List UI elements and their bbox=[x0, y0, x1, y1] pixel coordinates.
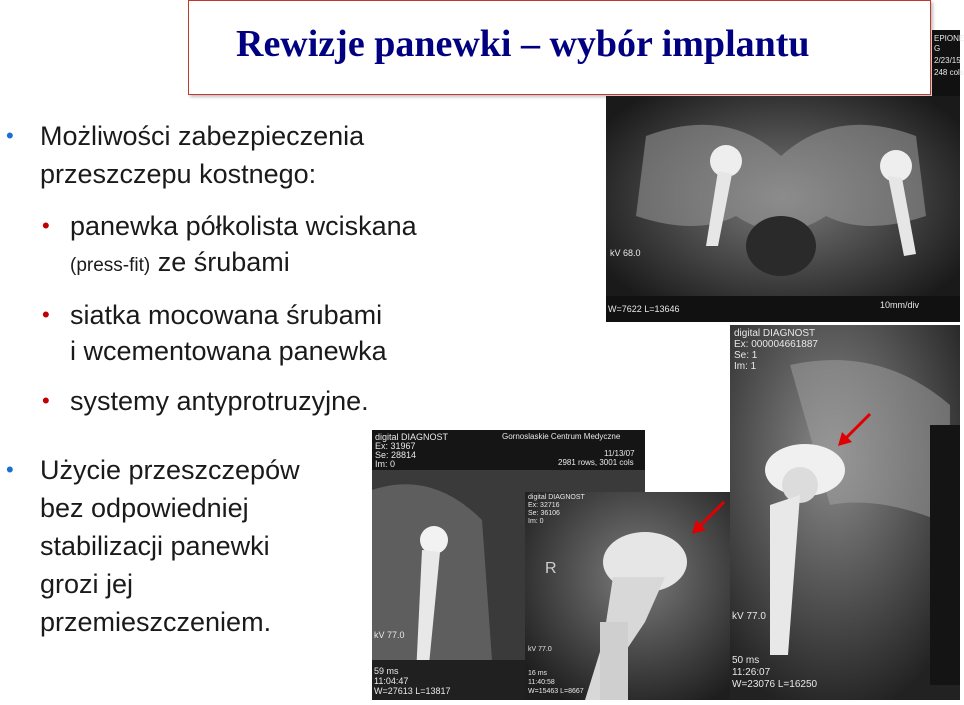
xray-header-line: Im: 0 bbox=[528, 518, 544, 525]
xray-right-image bbox=[730, 325, 960, 700]
text-line: przemieszczeniem. bbox=[40, 607, 272, 637]
xray-window-level: W=7622 L=13646 bbox=[608, 304, 680, 314]
xray-footer-line: 11:04:47 bbox=[374, 676, 409, 686]
xray-kv: kV 77.0 bbox=[374, 630, 405, 640]
text-line: siatka mocowana śrubami bbox=[70, 300, 383, 330]
xray-header-line: Se: 28814 bbox=[375, 450, 417, 460]
text-line: bez odpowiedniej bbox=[40, 493, 249, 523]
bullet-protection bbox=[6, 117, 365, 193]
xray-footer-line: 11:26:07 bbox=[732, 667, 771, 678]
text-line: panewka półkolista wciskana bbox=[70, 211, 417, 241]
xray-header-line: digital DIAGNOST bbox=[375, 432, 449, 442]
xray-header-line: digital DIAGNOST bbox=[734, 328, 816, 339]
sub-bullet-mesh bbox=[42, 297, 387, 369]
xray-corner-info bbox=[932, 30, 964, 96]
xray-header-line: Se: 36106 bbox=[528, 510, 560, 517]
hip-xray-graphic bbox=[730, 325, 960, 700]
xray-header-line: Ex: 32716 bbox=[528, 502, 560, 509]
xray-footer-line: 50 ms bbox=[732, 655, 760, 666]
red-arrow-icon bbox=[690, 498, 730, 538]
xray-pelvis-image bbox=[606, 96, 960, 322]
xray-header-line: Ex: 000004661887 bbox=[734, 339, 818, 350]
bullet-dot: • bbox=[42, 213, 50, 238]
sub-bullet-antiprotrusio bbox=[42, 383, 369, 419]
text-line: i wcementowana panewka bbox=[70, 336, 387, 366]
xray-footer-line: 11:40:58 bbox=[528, 679, 555, 686]
bullet-dot: • bbox=[6, 457, 14, 482]
pelvis-xray-graphic bbox=[606, 96, 960, 322]
bullet-grafts bbox=[6, 451, 300, 641]
xray-corner-line: 248 cols bbox=[934, 68, 964, 77]
xray-kv: kV 77.0 bbox=[528, 646, 552, 653]
text-rest: ze śrubami bbox=[150, 247, 290, 277]
xray-corner-line: G bbox=[934, 44, 941, 53]
xray-date: 11/13/07 bbox=[604, 449, 635, 458]
xray-header-line: Im: 0 bbox=[375, 459, 396, 469]
sub-bullet-press-fit bbox=[42, 208, 417, 284]
xray-footer-line: 59 ms bbox=[374, 666, 399, 676]
xray-footer-line: W=27613 L=13817 bbox=[374, 686, 451, 696]
text-line: systemy antyprotruzyjne. bbox=[70, 386, 369, 416]
xray-header-line: Ex: 31967 bbox=[375, 441, 416, 451]
text-line: Możliwości zabezpieczenia bbox=[40, 121, 365, 151]
xray-footer-line: W=15463 L=8667 bbox=[528, 688, 584, 695]
xray-corner-line: 2/23/15 bbox=[934, 56, 961, 65]
xray-scale-label: 10mm/div bbox=[880, 300, 920, 310]
text-line: Użycie przeszczepów bbox=[40, 455, 300, 485]
xray-hospital: Gornoslaskie Centrum Medyczne bbox=[502, 432, 621, 441]
xray-footer-line: W=23076 L=16250 bbox=[732, 679, 818, 690]
xray-kv: kV 77.0 bbox=[732, 611, 766, 622]
xray-header-line: Im: 1 bbox=[734, 361, 757, 372]
xray-kv: kV 68.0 bbox=[610, 248, 641, 258]
xray-rows: 2981 rows, 3001 cols bbox=[558, 458, 634, 467]
text-line bbox=[70, 244, 417, 284]
xray-footer-line: 16 ms bbox=[528, 670, 548, 677]
small-text: (press-fit) bbox=[70, 255, 151, 276]
bullet-dot: • bbox=[42, 388, 50, 413]
xray-header-line: digital DIAGNOST bbox=[528, 494, 585, 501]
slide-title: Rewizje panewki – wybór implantu bbox=[236, 23, 810, 65]
bullet-dot: • bbox=[42, 302, 50, 327]
bullet-dot: • bbox=[6, 123, 14, 148]
red-arrow-icon bbox=[836, 410, 876, 450]
xray-corner-line: EPIONE bbox=[934, 34, 964, 43]
text-line: przeszczepu kostnego: bbox=[40, 159, 317, 189]
xray-side-marker: R bbox=[545, 560, 557, 577]
xray-header-line: Se: 1 bbox=[734, 350, 758, 361]
text-line: stabilizacji panewki bbox=[40, 531, 270, 561]
text-line: grozi jej bbox=[40, 569, 134, 599]
